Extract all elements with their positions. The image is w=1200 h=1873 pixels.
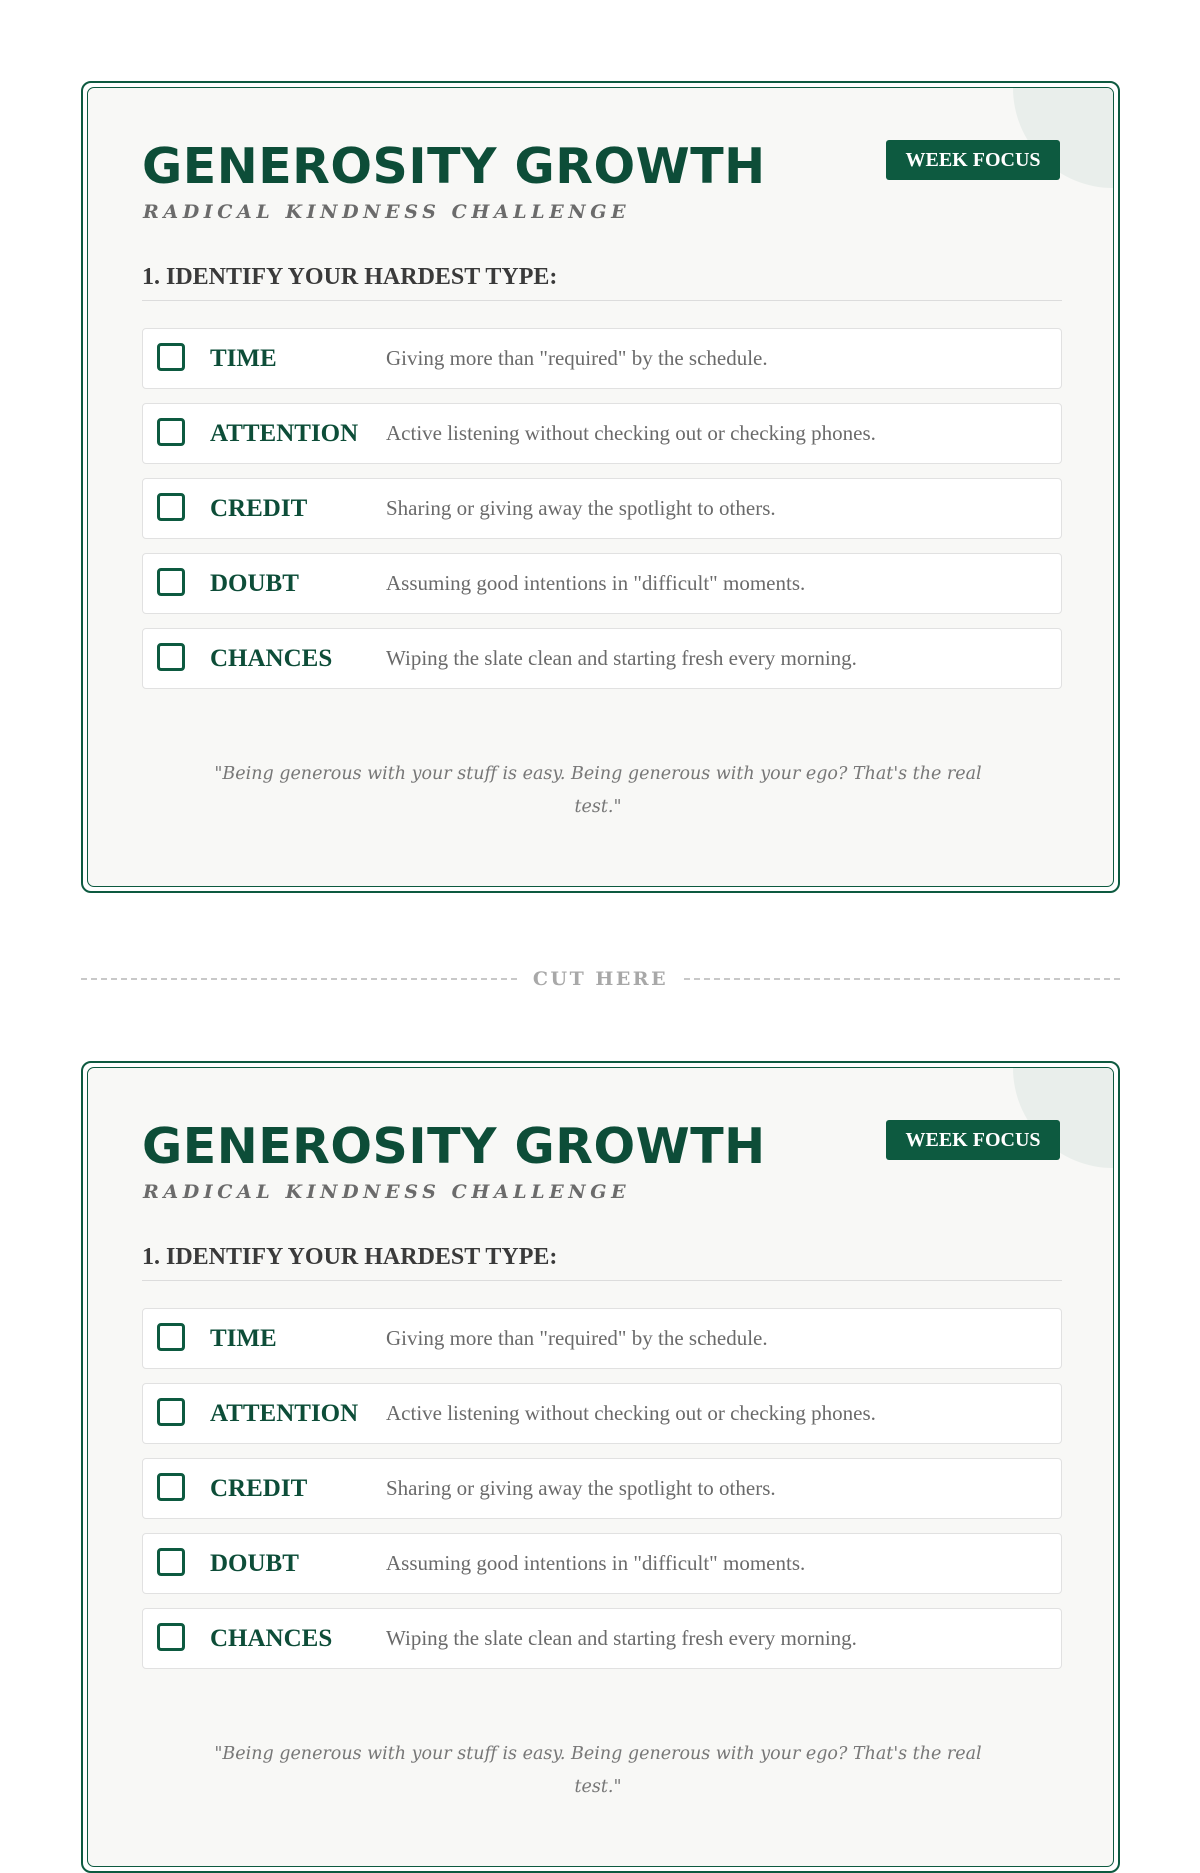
checklist-item-doubt[interactable]	[142, 553, 1062, 614]
checkbox[interactable]	[157, 343, 185, 371]
checkbox[interactable]	[157, 418, 185, 446]
item-label: CREDIT	[210, 495, 308, 522]
cut-dash-right	[684, 978, 1120, 980]
checklist-item-chances[interactable]	[142, 1608, 1062, 1669]
checkbox[interactable]	[157, 1398, 185, 1426]
item-description: Wiping the slate clean and starting fresh every morning.	[386, 1626, 857, 1650]
checkbox[interactable]	[157, 493, 185, 521]
item-description: Assuming good intentions in "difficult" moments.	[386, 571, 806, 595]
card-subtitle: RADICAL KINDNESS CHALLENGE	[143, 1181, 631, 1203]
item-label: TIME	[210, 345, 277, 372]
item-description: Wiping the slate clean and starting fresh every morning.	[386, 646, 857, 670]
checklist-item-chances[interactable]	[142, 628, 1062, 689]
item-label: DOUBT	[210, 570, 299, 597]
item-description: Active listening without checking out or checking phones.	[386, 421, 876, 445]
item-label: CREDIT	[210, 1475, 308, 1502]
checkbox[interactable]	[157, 1623, 185, 1651]
item-label: DOUBT	[210, 1550, 299, 1577]
item-label: TIME	[210, 1325, 277, 1352]
week-focus-badge: WEEK FOCUS	[886, 140, 1060, 180]
item-label: ATTENTION	[210, 420, 359, 447]
item-description: Active listening without checking out or checking phones.	[386, 1401, 876, 1425]
checklist	[142, 328, 1062, 703]
item-description: Assuming good intentions in "difficult" moments.	[386, 1551, 806, 1575]
challenge-card	[81, 81, 1120, 893]
checklist-item-attention[interactable]	[142, 403, 1062, 464]
item-description: Sharing or giving away the spotlight to others.	[386, 1476, 776, 1500]
checkbox[interactable]	[157, 568, 185, 596]
checkbox[interactable]	[157, 643, 185, 671]
card-subtitle: RADICAL KINDNESS CHALLENGE	[143, 201, 631, 223]
checklist-item-attention[interactable]	[142, 1383, 1062, 1444]
checklist-item-credit[interactable]	[142, 1458, 1062, 1519]
checklist-item-time[interactable]	[142, 328, 1062, 389]
cut-line	[81, 964, 1120, 994]
checklist	[142, 1308, 1062, 1683]
week-focus-badge: WEEK FOCUS	[886, 1120, 1060, 1160]
item-label: ATTENTION	[210, 1400, 359, 1427]
card-title: GENEROSITY GROWTH	[142, 138, 766, 195]
item-label: CHANCES	[210, 1625, 333, 1652]
card-quote: "Being generous with your stuff is easy. Being generous with your ego? That's the real test."	[214, 764, 982, 817]
item-description: Giving more than "required" by the schedule.	[386, 1326, 768, 1350]
checkbox[interactable]	[157, 1323, 185, 1351]
section-heading: 1. IDENTIFY YOUR HARDEST TYPE:	[142, 1244, 1062, 1281]
item-label: CHANCES	[210, 645, 333, 672]
cut-here-label: CUT HERE	[532, 968, 669, 990]
card-title: GENEROSITY GROWTH	[142, 1118, 766, 1175]
section-heading: 1. IDENTIFY YOUR HARDEST TYPE:	[142, 264, 1062, 301]
item-description: Giving more than "required" by the schedule.	[386, 346, 768, 370]
card-quote: "Being generous with your stuff is easy. Being generous with your ego? That's the real test."	[214, 1744, 982, 1797]
item-description: Sharing or giving away the spotlight to others.	[386, 496, 776, 520]
challenge-card	[81, 1061, 1120, 1873]
checkbox[interactable]	[157, 1548, 185, 1576]
card-inner	[87, 87, 1114, 887]
checklist-item-doubt[interactable]	[142, 1533, 1062, 1594]
checkbox[interactable]	[157, 1473, 185, 1501]
checklist-item-credit[interactable]	[142, 478, 1062, 539]
card-inner	[87, 1067, 1114, 1867]
checklist-item-time[interactable]	[142, 1308, 1062, 1369]
